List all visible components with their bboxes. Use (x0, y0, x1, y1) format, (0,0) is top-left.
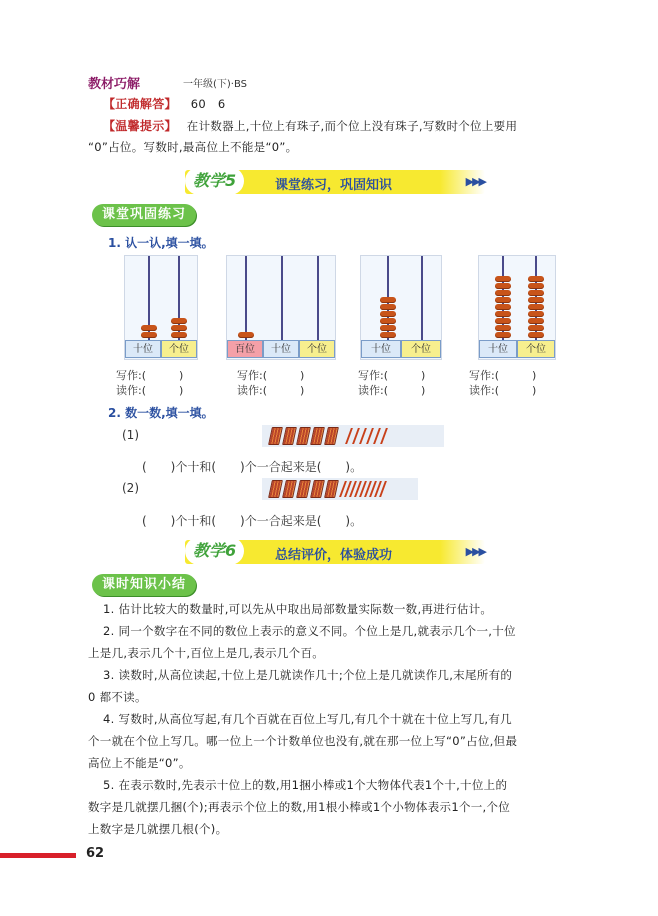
stick-bundle (310, 427, 325, 445)
section-6-title: 总结评价，体验成功 (275, 548, 393, 563)
abacus-3-read[interactable]: 读作:( ) (358, 384, 426, 397)
place-label: 十位 (125, 340, 161, 358)
q2-item-1-number: (1) (122, 428, 139, 442)
arrow-right-icon: ▶▶▶ (465, 175, 485, 188)
tip-line-1 (103, 116, 583, 137)
summary-line: 个一就在个位上写几。哪一位上一个计数单位也没有,就在那一位上写“0”占位,但最 (88, 734, 518, 748)
summary-line: 4. 写数时,从高位写起,有几个百就在百位上写几,有几个十就在十位上写几,有几 (103, 712, 512, 726)
summary-line: 上数字是几就摆几根(个)。 (88, 822, 228, 836)
page-number: 62 (86, 846, 105, 861)
practice-pill: 课堂巩固练习 (92, 204, 196, 226)
stick-bundle (296, 427, 311, 445)
abacus-3-write[interactable]: 写作:( ) (358, 369, 426, 382)
summary-line: 上是几,表示几个十,百位上是几,表示几个百。 (88, 646, 325, 660)
abacus-1 (124, 255, 198, 360)
place-label: 十位 (263, 340, 299, 358)
stick-bundle (324, 427, 339, 445)
place-label: 个位 (401, 340, 441, 358)
abacus-2-read[interactable]: 读作:( ) (237, 384, 305, 397)
stick-bundle (282, 480, 297, 498)
abacus-2-write[interactable]: 写作:( ) (237, 369, 305, 382)
place-label: 百位 (227, 340, 263, 358)
single-stick (380, 428, 388, 444)
stick-bundle (324, 480, 339, 498)
q2-item-1-fill[interactable]: ( )个十和( )个一合起来是( )。 (142, 460, 363, 474)
section-6-banner (185, 540, 485, 564)
abacus-4-write[interactable]: 写作:( ) (469, 369, 537, 382)
q2-item-1-sticks (262, 425, 444, 447)
place-label: 个位 (299, 340, 335, 358)
arrow-right-icon: ▶▶▶ (465, 545, 485, 558)
answer-text: 60 6 (190, 97, 226, 111)
place-label: 个位 (161, 340, 197, 358)
summary-line: 5. 在表示数时,先表示十位上的数,用1捆小棒或1个大物体代表1个十,十位上的 (103, 778, 508, 792)
tip-text-1: 在计数器上,十位上有珠子,而个位上没有珠子,写数时个位上要用 (186, 119, 518, 133)
summary-line: 2. 同一个数字在不同的数位上表示的意义不同。个位上是几,就表示几个一,十位 (103, 624, 516, 638)
stick-bundle (282, 427, 297, 445)
grade-label: 一年级(下)·BS (183, 79, 248, 90)
tip-line-2: “0”占位。写数时,最高位上不能是“0”。 (88, 140, 298, 154)
section-6-badge: 教学6 (185, 537, 244, 565)
section-5-title: 课堂练习，巩固知识 (275, 178, 393, 193)
summary-line: 高位上不能是“0”。 (88, 756, 191, 770)
q2-title: 2. 数一数,填一填。 (108, 406, 214, 420)
summary-pill: 课时知识小结 (92, 574, 196, 596)
section-5-badge: 教学5 (185, 167, 244, 195)
stick-bundle (268, 427, 283, 445)
summary-line: 1. 估计比较大的数量时,可以先从中取出局部数量实际数一数,再进行估计。 (103, 602, 493, 616)
q2-item-2-number: (2) (122, 481, 139, 495)
stick-bundle (268, 480, 283, 498)
stick-bundle (296, 480, 311, 498)
tip-tag: 【温馨提示】 (103, 119, 177, 133)
abacus-1-read[interactable]: 读作:( ) (116, 384, 184, 397)
abacus-4-read[interactable]: 读作:( ) (469, 384, 537, 397)
q1-title: 1. 认一认,填一填。 (108, 236, 214, 250)
abacus-4 (478, 255, 556, 360)
answer-tag: 【正确解答】 (103, 97, 177, 111)
abacus-1-write[interactable]: 写作:( ) (116, 369, 184, 382)
answer-line (103, 94, 225, 115)
abacus-2 (226, 255, 336, 360)
page-accent-bar (0, 853, 76, 858)
place-label: 十位 (479, 340, 517, 358)
q2-item-2-fill[interactable]: ( )个十和( )个一合起来是( )。 (142, 514, 363, 528)
stick-bundle (310, 480, 325, 498)
summary-line: 3. 读数时,从高位读起,十位上是几就读作几十;个位上是几就读作几,末尾所有的 (103, 668, 513, 682)
book-title: 教材巧解 (88, 77, 141, 92)
q2-item-2-sticks (262, 478, 418, 500)
abacus-3 (360, 255, 442, 360)
summary-line: 0 都不读。 (88, 690, 147, 704)
place-label: 十位 (361, 340, 401, 358)
section-5-banner (185, 170, 485, 194)
summary-line: 数字是几就摆几捆(个);再表示个位上的数,用1根小棒或1个小物体表示1个一,个位 (88, 800, 511, 814)
place-label: 个位 (517, 340, 555, 358)
